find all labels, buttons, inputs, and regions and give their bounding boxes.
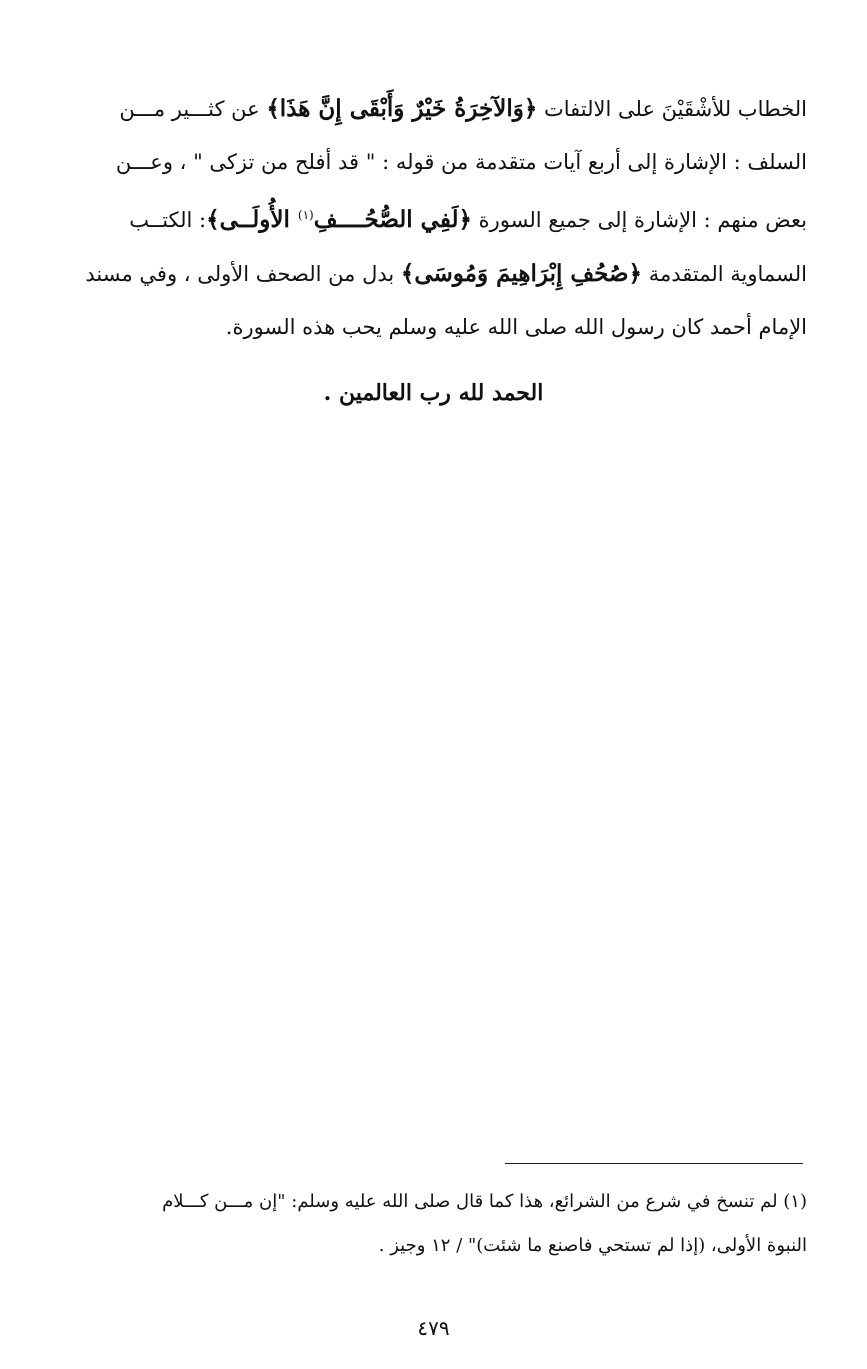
footnote-line-1: (١) لم تنسخ في شرع من الشرائع، هذا كما قال صلى الله عليه وسلم: "إن مـــن كـــلام: [162, 1191, 807, 1212]
text-line-5: [70, 301, 807, 354]
text-run: : الكتــب: [129, 208, 207, 232]
quran-verse: الأُولَــى﴾: [206, 206, 298, 233]
footnote-line-2: النبوة الأولى، (إذا لم تستحي فاصنع ما شئت)" / ١٢ وجيز .: [378, 1235, 807, 1256]
text-run: عن كثـــير مـــن: [119, 97, 267, 121]
page-number: ٤٧٩: [417, 1316, 450, 1340]
text-line-4: [70, 247, 807, 301]
text-line-2: [70, 136, 807, 189]
quran-verse: ﴿لَفِي الصُّحُــــفِ: [313, 206, 472, 233]
text-line-3: [70, 189, 807, 247]
quran-verse: ﴿صُحُفِ إِبْرَاهِيمَ وَمُوسَى﴾: [400, 260, 643, 287]
text-run: الخطاب للأشْقَيْنَ على الالتفات: [537, 97, 807, 121]
main-text: [70, 82, 807, 354]
footnote-marker[interactable]: (١): [297, 208, 314, 222]
text-run: بعض منهم : الإشارة إلى جميع السورة: [471, 208, 807, 232]
text-run: السلف : الإشارة إلى أربع آيات متقدمة من قوله : " قد أفلح من تزكى " ، وعـــن: [115, 150, 807, 174]
footnote-divider: [505, 1163, 803, 1164]
quran-verse: ﴿وَالآخِرَةُ خَيْرٌ وَأَبْقَى إِنَّ هَذَا﴾: [266, 95, 538, 122]
text-run: الإمام أحمد كان رسول الله صلى الله عليه وسلم يحب هذه السورة.: [225, 315, 807, 339]
text-run: السماوية المتقدمة: [642, 262, 807, 286]
text-line-1: [70, 82, 807, 136]
footnotes: [64, 1180, 807, 1268]
text-run: بدل من الصحف الأولى ، وفي مسند: [85, 262, 401, 286]
closing-line: الحمد لله رب العالمين .: [323, 380, 544, 406]
